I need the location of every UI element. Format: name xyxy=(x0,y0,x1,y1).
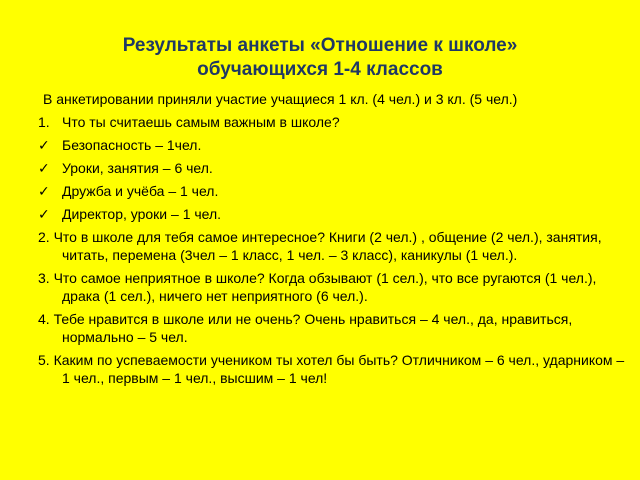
question-5: 5. Каким по успеваемости учеником ты хотел бы быть? Отличником – 6 чел., ударником – 1 чел., первым – 1 чел., высшим – 1 чел! xyxy=(38,352,625,386)
answer-text: Безопасность – 1чел. xyxy=(62,137,202,153)
answer-item xyxy=(38,136,628,154)
answer-text: Директор, уроки – 1 чел. xyxy=(62,206,222,222)
question-1-text: Что ты считаешь самым важным в школе? xyxy=(62,114,340,130)
title-line-2: обучающихся 1-4 классов xyxy=(197,59,443,80)
checkmark-icon: ✓ xyxy=(38,183,50,199)
answer-text: Дружба и учёба – 1 чел. xyxy=(62,183,219,199)
answer-item xyxy=(38,182,628,200)
page-title xyxy=(40,34,600,82)
title-line-1: Результаты анкеты «Отношение к школе» xyxy=(122,35,518,56)
question-4: 4. Тебе нравится в школе или не очень? Очень нравиться – 4 чел., да, нравиться, нормально – 5 чел. xyxy=(38,311,573,345)
answer-item xyxy=(38,205,628,223)
question-1 xyxy=(38,113,628,131)
question-1-number: 1. xyxy=(38,114,50,130)
intro-text: В анкетировании приняли участие учащиеся 1 кл. (4 чел.) и 3 кл. (5 чел.) xyxy=(43,91,518,107)
answer-text: Уроки, занятия – 6 чел. xyxy=(62,160,213,176)
survey-body xyxy=(38,90,628,392)
checkmark-icon: ✓ xyxy=(38,206,50,222)
answer-item xyxy=(38,159,628,177)
checkmark-icon: ✓ xyxy=(38,160,50,176)
question-3: 3. Что самое неприятное в школе? Когда обзывают (1 сел.), что все ругаются (1 чел.), драка (1 сел.), ничего нет неприятного (6 чел.). xyxy=(38,270,597,304)
question-2: 2. Что в школе для тебя самое интересное? Книги (2 чел.) , общение (2 чел.), занятия, читать, перемена (3чел – 1 класс, 1 чел. – 3 класс), каникулы (1 чел.). xyxy=(38,229,602,263)
checkmark-icon: ✓ xyxy=(38,137,50,153)
